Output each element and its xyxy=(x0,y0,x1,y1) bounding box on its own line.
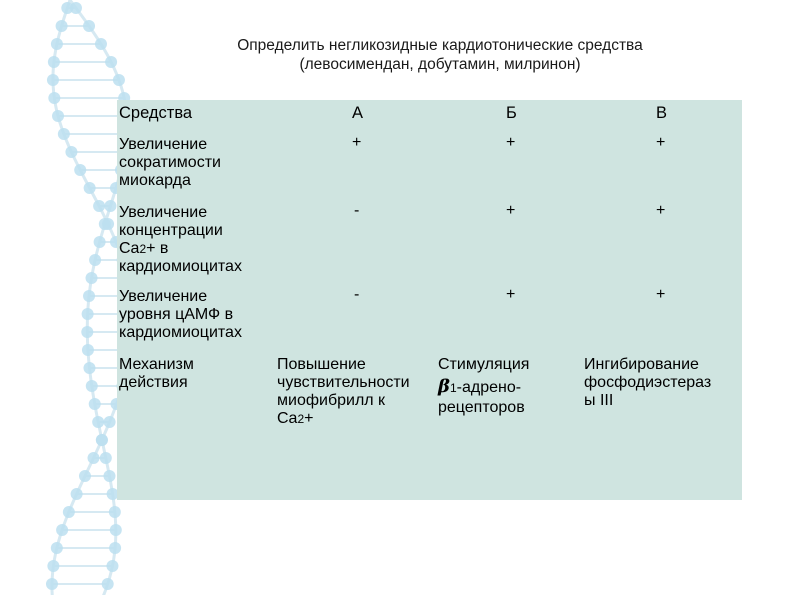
dna-bead xyxy=(109,542,121,554)
row1-label-line: Увеличение xyxy=(119,136,208,153)
row1-label-line: сократимости xyxy=(119,154,221,171)
dna-bead xyxy=(79,470,91,482)
mechanism-a-line: миофибрилл к xyxy=(277,392,386,409)
header-col-b: Б xyxy=(506,104,517,122)
row3-label-line: Увеличение xyxy=(119,288,208,305)
row3-b-value: + xyxy=(506,286,516,303)
dna-bead xyxy=(102,218,114,230)
dna-bead xyxy=(83,362,95,374)
title-line-2: (левосимендан, добутамин, милринон) xyxy=(299,56,581,73)
beta-suffix: -адрено- xyxy=(456,379,522,396)
dna-bead xyxy=(113,74,125,86)
beta-subscript: 1 xyxy=(449,381,457,395)
header-col-means: Средства xyxy=(119,104,193,122)
row2-a-value: - xyxy=(354,202,360,219)
mechanism-b-line xyxy=(438,378,529,397)
dna-bead xyxy=(104,416,116,428)
row1-a-value: + xyxy=(352,134,362,151)
dna-bead xyxy=(47,560,59,572)
dna-bead xyxy=(103,470,115,482)
mechanism-c-line: Ингибирование xyxy=(584,356,699,373)
dna-bead xyxy=(83,20,95,32)
mechanism-a-line: чувствительности xyxy=(277,374,410,391)
beta-symbol: β xyxy=(438,376,450,397)
row2-label-line: кардиомиоцитах xyxy=(119,258,242,275)
dna-bead xyxy=(86,380,98,392)
dna-bead xyxy=(48,92,60,104)
dna-bead xyxy=(74,164,86,176)
dna-bead xyxy=(58,128,70,140)
dna-bead xyxy=(92,416,104,428)
dna-bead xyxy=(48,56,60,68)
row3-label-line: уровня цАМФ в xyxy=(119,306,234,323)
dna-bead xyxy=(46,578,58,590)
row1-c-value: + xyxy=(656,134,666,151)
row4-label-line: Механизм xyxy=(119,356,194,373)
dna-bead xyxy=(100,452,112,464)
row2-b-value: + xyxy=(506,202,516,219)
header-col-c: В xyxy=(656,104,668,122)
dna-bead xyxy=(81,326,93,338)
mechanism-a xyxy=(277,356,410,428)
row-label-calcium xyxy=(119,204,242,276)
dna-bead xyxy=(88,452,100,464)
dna-bead xyxy=(61,2,73,14)
dna-bead xyxy=(83,290,95,302)
dna-bead xyxy=(89,398,101,410)
mechanism-b xyxy=(438,356,529,417)
dna-bead xyxy=(106,560,118,572)
dna-bead xyxy=(56,524,68,536)
row-label-contractility xyxy=(119,136,221,190)
dna-bead xyxy=(82,344,94,356)
dna-bead xyxy=(65,146,77,158)
dna-bead xyxy=(51,542,63,554)
mechanism-c xyxy=(584,356,711,410)
dna-bead xyxy=(110,524,122,536)
row4-label-line: действия xyxy=(119,374,188,391)
dna-bead xyxy=(63,506,75,518)
mechanism-a-line xyxy=(277,410,410,428)
ca-symbol: Ca xyxy=(119,240,140,257)
row1-label-line: миокарда xyxy=(119,172,191,189)
title-line-1: Определить негликозидные кардиотонические средства xyxy=(237,37,643,54)
dna-bead xyxy=(56,20,68,32)
header-col-a: А xyxy=(352,104,364,122)
row2-label-line: Увеличение xyxy=(119,204,208,221)
dna-bead xyxy=(89,254,101,266)
mechanism-c-line: фосфодиэстераз xyxy=(584,374,712,391)
dna-bead xyxy=(86,272,98,284)
ca-suffix: + в xyxy=(146,240,169,257)
ca-symbol: Ca xyxy=(277,410,298,427)
row-label-camp xyxy=(119,288,242,342)
dna-bead xyxy=(95,38,107,50)
row3-label-line: кардиомиоцитах xyxy=(119,324,242,341)
dna-bead xyxy=(109,506,121,518)
dna-bead xyxy=(47,74,59,86)
dna-bead xyxy=(94,236,106,248)
mechanism-b-line: Стимуляция xyxy=(438,356,530,373)
row2-label-line: концентрации xyxy=(119,222,223,239)
ca-suffix: + xyxy=(304,410,314,427)
mechanism-a-line: Повышение xyxy=(277,356,366,373)
ca-charge: 2 xyxy=(297,412,305,426)
dna-bead xyxy=(82,308,94,320)
mechanism-b-line: рецепторов xyxy=(438,399,525,416)
row2-c-value: + xyxy=(656,202,666,219)
dna-bead xyxy=(102,578,114,590)
ca-charge: 2 xyxy=(139,242,147,256)
row1-b-value: + xyxy=(506,134,516,151)
row3-c-value: + xyxy=(656,286,666,303)
dna-bead xyxy=(105,56,117,68)
dna-bead xyxy=(96,434,108,446)
mechanism-c-line: ы III xyxy=(584,392,614,409)
dna-bead xyxy=(93,200,105,212)
page-title xyxy=(180,36,700,74)
row3-a-value: - xyxy=(354,286,360,303)
dna-bead xyxy=(52,110,64,122)
dna-bead xyxy=(51,38,63,50)
row-label-mechanism xyxy=(119,356,194,392)
dna-bead xyxy=(84,182,96,194)
dna-bead xyxy=(71,488,83,500)
dna-bead xyxy=(104,200,116,212)
row2-label-line xyxy=(119,240,242,258)
